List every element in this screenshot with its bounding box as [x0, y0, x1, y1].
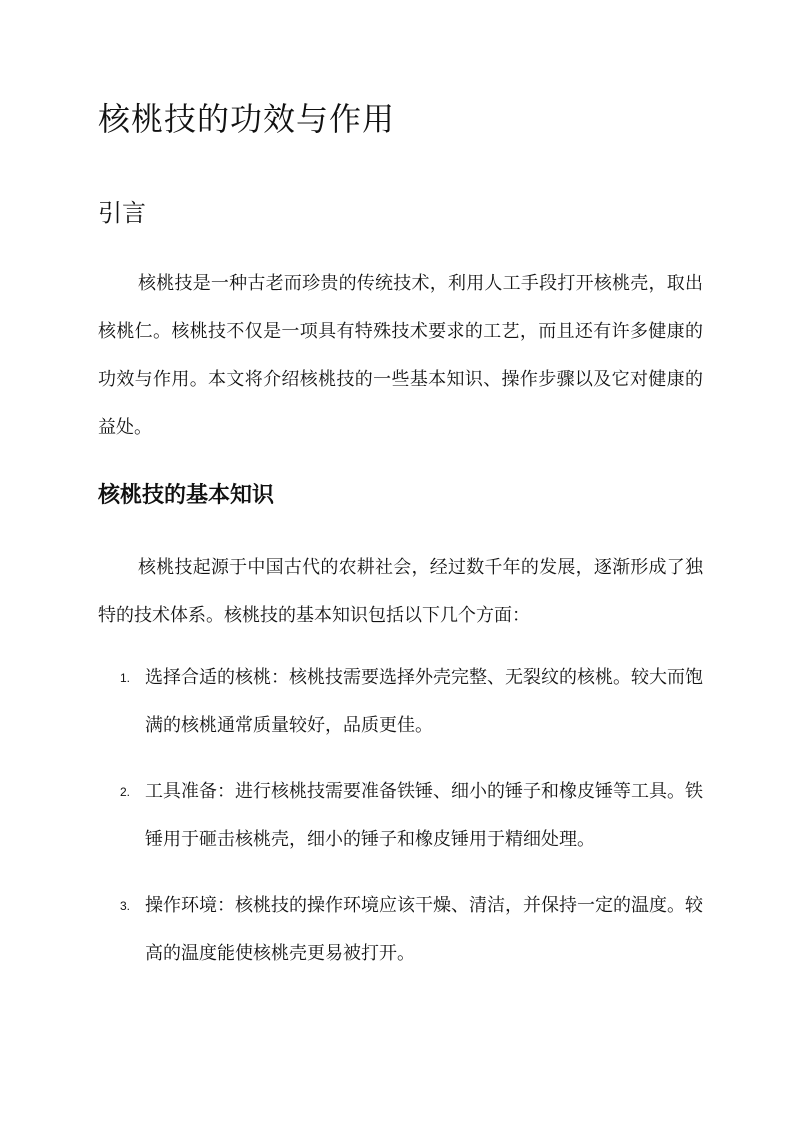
section-heading-intro: 引言 — [98, 199, 146, 227]
basic-knowledge-paragraph: 核桃技起源于中国古代的农耕社会，经过数千年的发展，逐渐形成了独特的技术体系。核桃技的基本知识包括以下几个方面： — [98, 557, 703, 626]
document-title: 核桃技的功效与作用 — [98, 100, 396, 138]
list-item-text: 选择合适的核桃：核桃技需要选择外壳完整、无裂纹的核桃。较大而饱满的核桃通常质量较好，品质更佳。 — [145, 667, 703, 736]
list-item — [98, 882, 703, 978]
basic-knowledge-list — [98, 654, 703, 996]
list-item-number: 2. — [120, 785, 131, 799]
list-item — [98, 654, 703, 750]
section-heading-basic-knowledge: 核桃技的基本知识 — [98, 482, 275, 508]
list-item — [98, 768, 703, 864]
intro-paragraph: 核桃技是一种古老而珍贵的传统技术，利用人工手段打开核桃壳，取出核桃仁。核桃技不仅是一项具有特殊技术要求的工艺，而且还有许多健康的功效与作用。本文将介绍核桃技的一些基本知识、操作步骤以及它对健康的益处。 — [98, 273, 703, 438]
list-item-number: 3. — [120, 899, 131, 913]
list-item-text: 工具准备：进行核桃技需要准备铁锤、细小的锤子和橡皮锤等工具。铁锤用于砸击核桃壳，细小的锤子和橡皮锤用于精细处理。 — [145, 781, 703, 850]
list-item-text: 操作环境：核桃技的操作环境应该干燥、清洁，并保持一定的温度。较高的温度能使核桃壳更易被打开。 — [145, 895, 703, 964]
list-item-number: 1. — [120, 671, 131, 685]
